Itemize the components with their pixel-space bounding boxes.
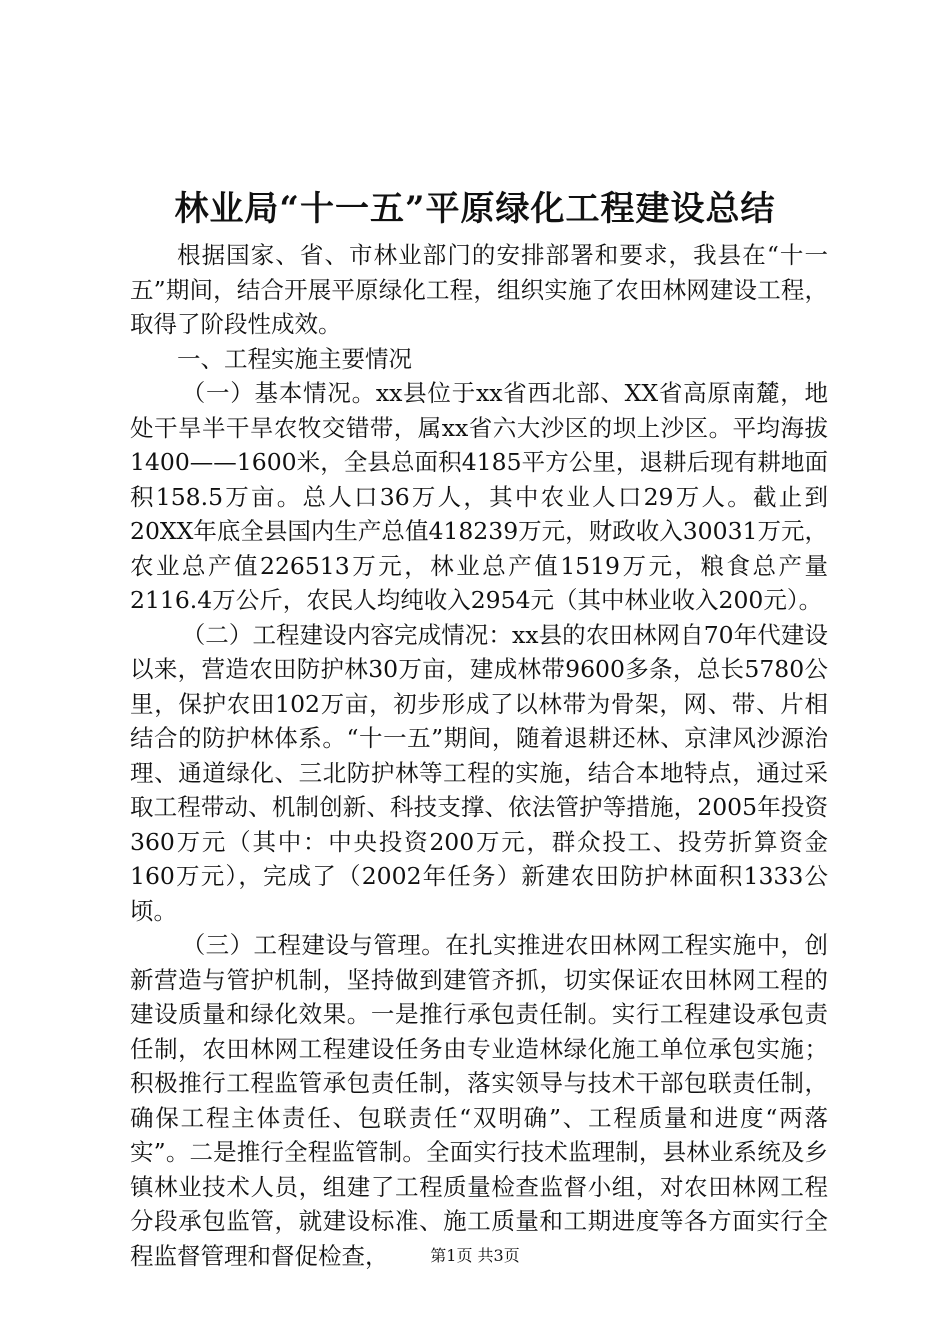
section-heading: 一、工程实施主要情况: [177, 344, 412, 373]
paragraph-construction-management: （三）工程建设与管理。在扎实推进农田林网工程实施中，创新营造与管护机制，坚持做到建管齐抓，切实保证农田林网工程的建设质量和绿化效果。一是推行承包责任制。实行工程建设承包责任制，农田林网工程建设任务由专业造林绿化施工单位承包实施；积极推行工程监管承包责任制，落实领导与技术干部包联责任制，确保工程主体责任、包联责任“双明确”、工程质量和进度“两落实”。二是推行全程监管制。全面实行技术监理制，县林业系统及乡镇林业技术人员，组建了工程质量检查监督小组，对农田林网工程分段承包监管，就建设标准、施工质量和工期进度等各方面实行全程监督管理和督促检查，: [130, 931, 828, 1270]
paragraph-construction-content: （二）工程建设内容完成情况：xx县的农田林网自70年代建设以来，营造农田防护林30万亩，建成林带9600多条，总长5780公里，保护农田102万亩，初步形成了以林带为骨架，网、带、片相结合的防护林体系。“十一五”期间，随着退耕还林、京津风沙源治理、通道绿化、三北防护林等工程的实施，结合本地特点，通过采取工程带动、机制创新、科技支撑、依法管护等措施，2005年投资360万元（其中：中央投资200万元，群众投工、投劳折算资金160万元），完成了（2002年任务）新建农田防护林面积1333公顷。: [130, 620, 828, 925]
document-title: 林业局“十一五”平原绿化工程建设总结: [174, 189, 776, 229]
paragraph-basic-situation: （一）基本情况。xx县位于xx省西北部、XX省高原南麓，地处干旱半干旱农牧交错带，属xx省六大沙区的坝上沙区。平均海拔1400——1600米，全县总面积4185平方公里，退耕后现有耕地面积158.5万亩。总人口36万人，其中农业人口29万人。截止到20XX年底全县国内生产总值418239万元，财政收入30031万元，农业总产值226513万元，林业总产值1519万元，粮食总产量2116.4万公斤，农民人均纯收入2954元（其中林业收入200元）。: [130, 379, 828, 614]
document-body: [130, 238, 828, 1273]
page-number-footer: 第1页 共3页: [430, 1246, 520, 1265]
intro-paragraph: 根据国家、省、市林业部门的安排部署和要求，我县在“十一五”期间，结合开展平原绿化工程，组织实施了农田林网建设工程，取得了阶段性成效。: [130, 241, 828, 338]
